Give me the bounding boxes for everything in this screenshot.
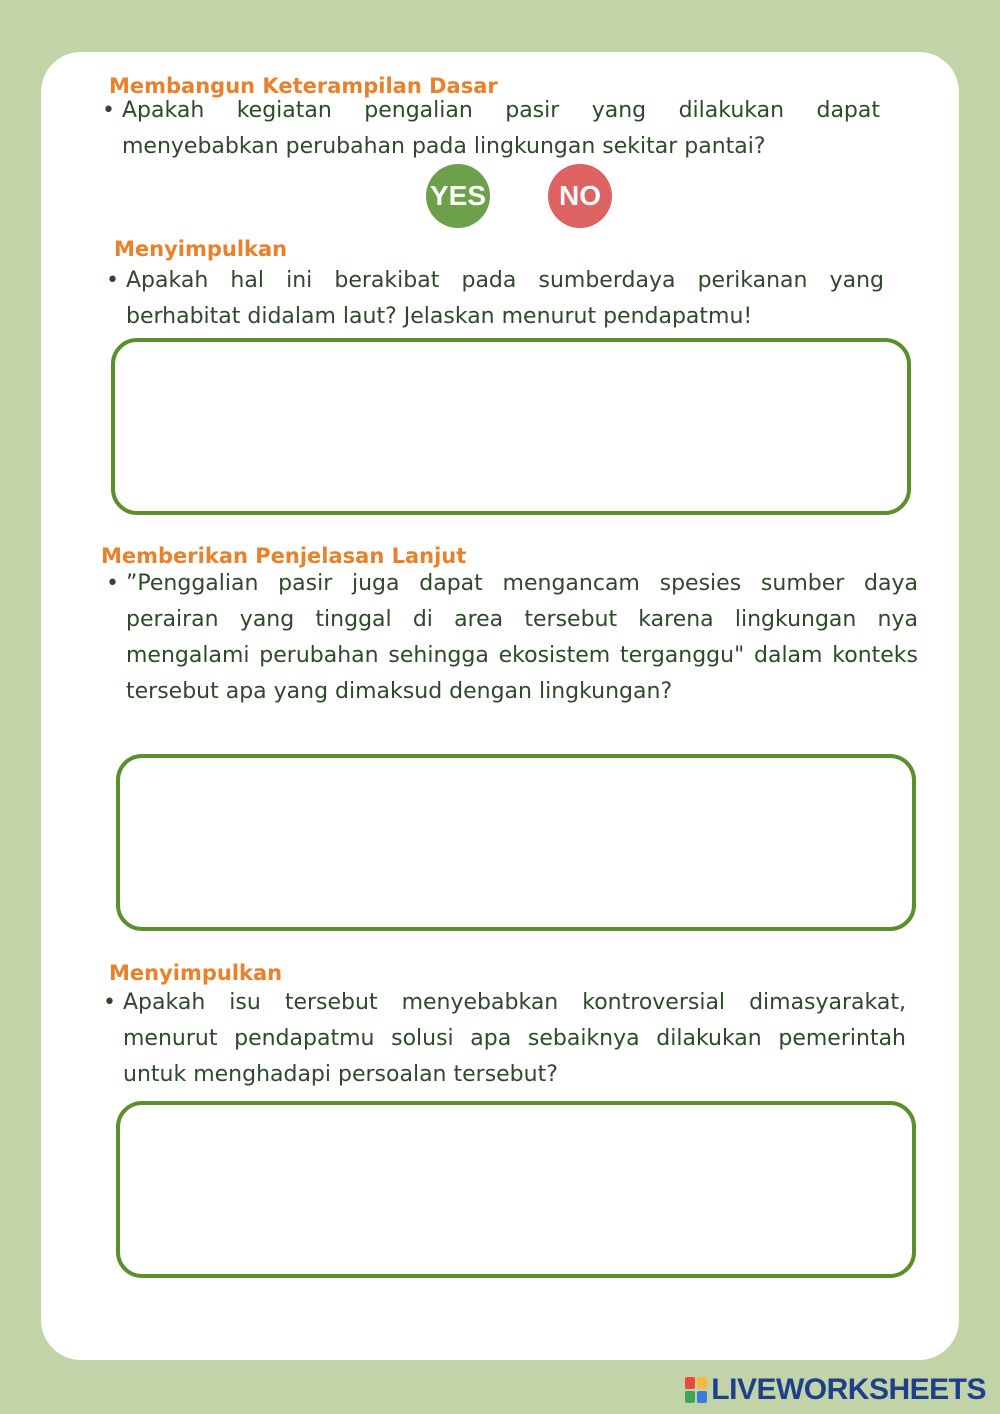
bullet-icon: • (102, 98, 115, 123)
brand-name: LIVEWORKSHEETS (711, 1373, 986, 1406)
section-heading-further-explanation: Memberikan Penjelasan Lanjut (101, 544, 467, 568)
answer-box-1[interactable] (111, 338, 911, 515)
yes-button[interactable]: YES (426, 164, 490, 228)
question-2 (106, 263, 884, 335)
section-heading-conclude-2: Menyimpulkan (109, 961, 283, 985)
bullet-icon: • (103, 990, 116, 1015)
no-button[interactable]: NO (548, 164, 612, 228)
section-heading-basic-skills: Membangun Keterampilan Dasar (109, 74, 498, 98)
section-heading-conclude-1: Menyimpulkan (114, 237, 288, 261)
answer-box-3[interactable] (116, 1101, 916, 1278)
question-3-text: ”Penggalian pasir juga dapat mengancam spesies sumber daya perairan yang tinggal di area tersebut karena lingkungan nya mengalami perubahan sehingga ekosistem terganggu" dalam konteks tersebut apa yang dimaksud dengan lingkungan? (126, 571, 918, 704)
question-1 (102, 93, 880, 165)
question-1-text: Apakah kegiatan pengalian pasir yang dilakukan dapat menyebabkan perubahan pada lingkungan sekitar pantai? (122, 98, 880, 159)
question-3 (106, 566, 918, 710)
question-4-text: Apakah isu tersebut menyebabkan kontroversial dimasyarakat, menurut pendapatmu solusi apa sebaiknya dilakukan pemerintah untuk menghadapi persoalan tersebut? (123, 990, 906, 1087)
liveworksheets-logo-icon (685, 1377, 707, 1403)
bullet-icon: • (106, 571, 119, 596)
answer-box-2[interactable] (116, 754, 916, 931)
bullet-icon: • (106, 268, 119, 293)
liveworksheets-brand[interactable] (685, 1374, 986, 1406)
question-2-text: Apakah hal ini berakibat pada sumberdaya perikanan yang berhabitat didalam laut? Jelaskan menurut pendapatmu! (126, 268, 884, 329)
question-4 (103, 985, 906, 1093)
